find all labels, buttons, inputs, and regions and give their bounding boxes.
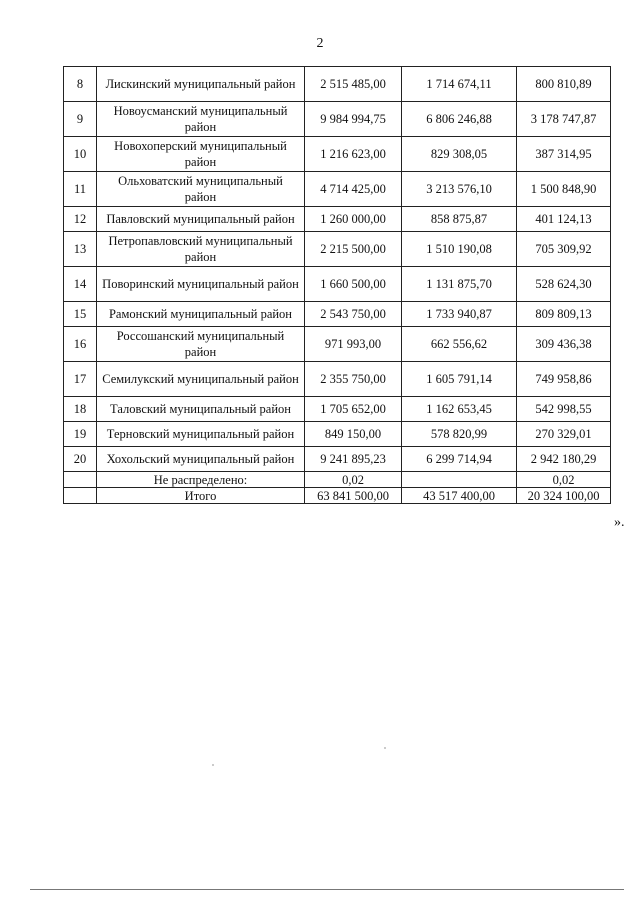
row-number: 15 [64,302,97,327]
table-row [64,232,611,267]
row-number: 20 [64,447,97,472]
table-row [64,207,611,232]
amount-federal: 43 517 400,00 [402,488,517,504]
row-number: 17 [64,362,97,397]
amount-federal: 1 605 791,14 [402,362,517,397]
amount-federal: 1 510 190,08 [402,232,517,267]
row-number: 19 [64,422,97,447]
district-name: Рамонский муниципальный район [97,302,305,327]
empty-cell [64,488,97,504]
table-row [64,362,611,397]
closing-quote-mark: ». [614,515,625,530]
amount-regional: 3 178 747,87 [517,102,611,137]
amount-regional: 542 998,55 [517,397,611,422]
amount-federal: 3 213 576,10 [402,172,517,207]
amount-regional: 0,02 [517,472,611,488]
table-row [64,267,611,302]
amount-regional: 809 809,13 [517,302,611,327]
amount-total: 1 216 623,00 [305,137,402,172]
row-number: 14 [64,267,97,302]
not-distributed-label: Не распределено: [97,472,305,488]
amount-federal: 1 733 940,87 [402,302,517,327]
table-row [64,137,611,172]
district-name: Новохоперский муниципальный район [97,137,305,172]
amount-total: 2 355 750,00 [305,362,402,397]
district-name: Лискинский муниципальный район [97,67,305,102]
amount-federal: 6 299 714,94 [402,447,517,472]
amount-total: 63 841 500,00 [305,488,402,504]
scan-speck [212,764,214,766]
amount-regional: 705 309,92 [517,232,611,267]
page-number: 2 [316,36,324,51]
district-name: Хохольский муниципальный район [97,447,305,472]
empty-cell [64,472,97,488]
district-name: Павловский муниципальный район [97,207,305,232]
table-row [64,102,611,137]
row-number: 13 [64,232,97,267]
amount-total: 1 660 500,00 [305,267,402,302]
amount-regional: 1 500 848,90 [517,172,611,207]
amount-federal: 1 162 653,45 [402,397,517,422]
district-name: Петропавловский муниципальный район [97,232,305,267]
district-name: Таловский муниципальный район [97,397,305,422]
amount-federal: 578 820,99 [402,422,517,447]
amount-regional: 20 324 100,00 [517,488,611,504]
amount-federal: 1 131 875,70 [402,267,517,302]
table-row [64,302,611,327]
table-row [64,447,611,472]
table-row [64,172,611,207]
amount-total: 0,02 [305,472,402,488]
amount-regional: 387 314,95 [517,137,611,172]
table-row [64,422,611,447]
amount-federal [402,472,517,488]
amount-total: 9 984 994,75 [305,102,402,137]
table-row [64,397,611,422]
table-row [64,67,611,102]
district-name: Новоусманский муниципальный район [97,102,305,137]
not-distributed-row [64,472,611,488]
amount-total: 849 150,00 [305,422,402,447]
amount-total: 2 515 485,00 [305,67,402,102]
amount-regional: 528 624,30 [517,267,611,302]
amount-regional: 2 942 180,29 [517,447,611,472]
district-name: Ольховатский муниципальный район [97,172,305,207]
row-number: 8 [64,67,97,102]
amount-total: 2 215 500,00 [305,232,402,267]
amount-total: 4 714 425,00 [305,172,402,207]
district-name: Семилукский муниципальный район [97,362,305,397]
amount-regional: 800 810,89 [517,67,611,102]
amount-federal: 6 806 246,88 [402,102,517,137]
amount-total: 1 705 652,00 [305,397,402,422]
district-name: Терновский муниципальный район [97,422,305,447]
row-number: 18 [64,397,97,422]
row-number: 10 [64,137,97,172]
totals-label: Итого [97,488,305,504]
district-name: Россошанский муниципальный район [97,327,305,362]
district-name: Поворинский муниципальный район [97,267,305,302]
amount-total: 971 993,00 [305,327,402,362]
totals-row [64,488,611,504]
amount-total: 2 543 750,00 [305,302,402,327]
amount-regional: 270 329,01 [517,422,611,447]
amount-regional: 749 958,86 [517,362,611,397]
scan-speck [384,747,386,749]
row-number: 16 [64,327,97,362]
amount-total: 9 241 895,23 [305,447,402,472]
amount-federal: 662 556,62 [402,327,517,362]
amount-federal: 1 714 674,11 [402,67,517,102]
amount-regional: 401 124,13 [517,207,611,232]
amount-federal: 829 308,05 [402,137,517,172]
row-number: 9 [64,102,97,137]
row-number: 11 [64,172,97,207]
scan-edge-line [30,889,624,890]
amount-regional: 309 436,38 [517,327,611,362]
allocation-table [63,66,611,504]
amount-total: 1 260 000,00 [305,207,402,232]
table-row [64,327,611,362]
row-number: 12 [64,207,97,232]
amount-federal: 858 875,87 [402,207,517,232]
